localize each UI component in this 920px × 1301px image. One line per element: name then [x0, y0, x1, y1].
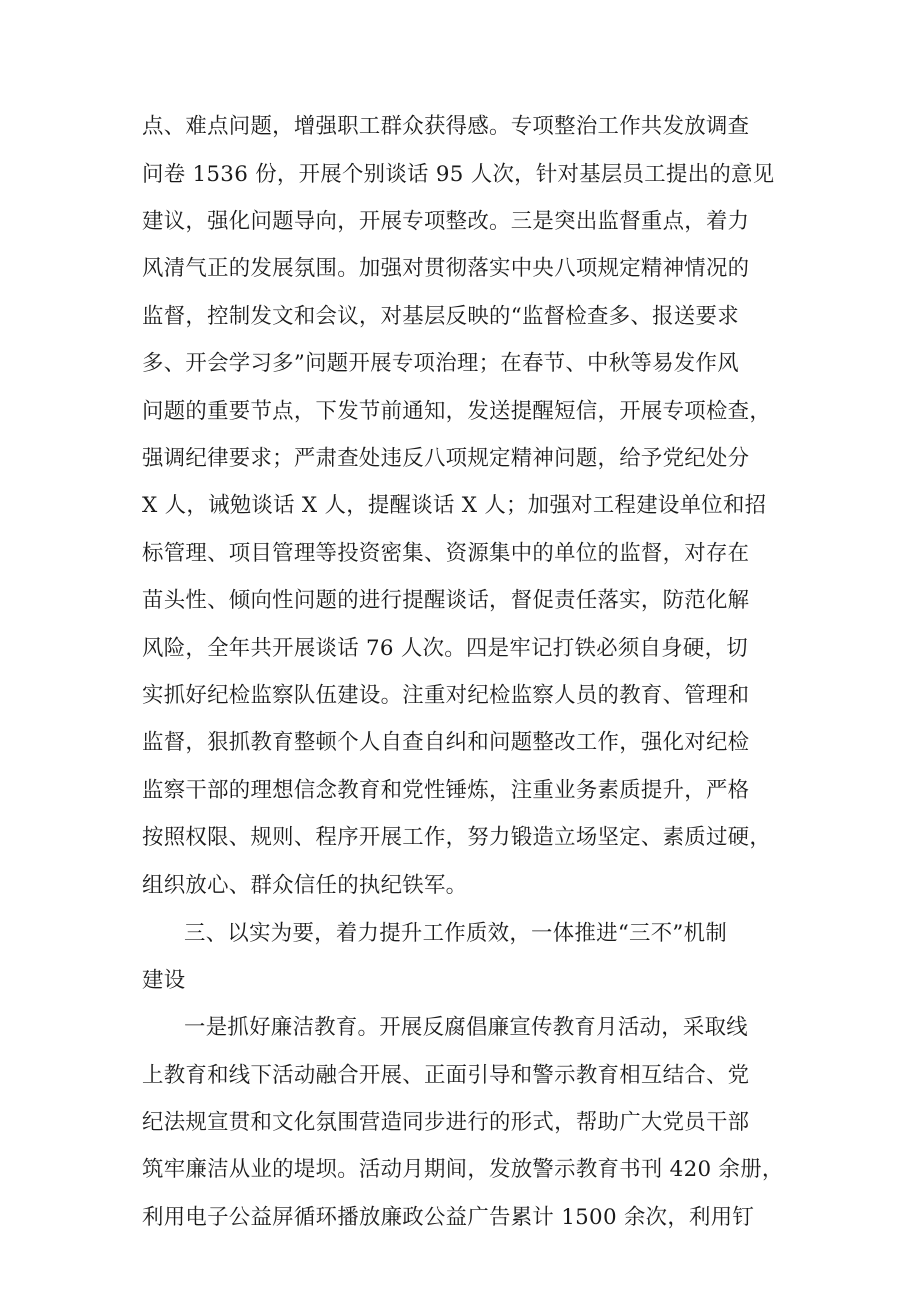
- paragraph-1-line: 监察干部的理想信念教育和党性锤炼，注重业务素质提升，严格: [142, 778, 750, 803]
- section-heading-line: 三、以实为要，着力提升工作质效，一体推进“三不”机制: [184, 921, 728, 946]
- paragraph-1-line: 强调纪律要求；严肃查处违反八项规定精神问题，给予党纪处分: [142, 446, 750, 471]
- paragraph-1-line: 按照权限、规则、程序开展工作，努力锻造立场坚定、素质过硬，: [142, 825, 772, 850]
- paragraph-1-line: 问卷 1536 份，开展个别谈话 95 人次，针对基层员工提出的意见: [142, 162, 775, 187]
- paragraph-1-line: 多、开会学习多”问题开展专项治理；在春节、中秋等易发作风: [142, 351, 739, 376]
- paragraph-1-line: 组织放心、群众信任的执纪铁军。: [142, 873, 468, 898]
- paragraph-1-line: 问题的重要节点，下发节前通知，发送提醒短信，开展专项检查，: [142, 399, 772, 424]
- paragraph-2-line: 纪法规宣贯和文化氛围营造同步进行的形式，帮助广大党员干部: [142, 1110, 750, 1135]
- paragraph-2-line: 上教育和线下活动融合开展、正面引导和警示教育相互结合、党: [142, 1063, 750, 1088]
- paragraph-1-line: 监督，狠抓教育整顿个人自查自纠和问题整改工作，强化对纪检: [142, 730, 750, 755]
- paragraph-2-line: 利用电子公益屏循环播放廉政公益广告累计 1500 余次，利用钉: [142, 1205, 755, 1230]
- paragraph-1-line: 标管理、项目管理等投资密集、资源集中的单位的监督，对存在: [142, 541, 750, 566]
- paragraph-1-line: 监督，控制发文和会议，对基层反映的“监督检查多、报送要求: [142, 304, 739, 329]
- section-heading-line: 建设: [142, 968, 186, 993]
- paragraph-1-line: 实抓好纪检监察队伍建设。注重对纪检监察人员的教育、管理和: [142, 683, 750, 708]
- paragraph-1-line: 建议，强化问题导向，开展专项整改。三是突出监督重点，着力: [142, 209, 750, 234]
- paragraph-1-line: 点、难点问题，增强职工群众获得感。专项整治工作共发放调查: [142, 114, 750, 139]
- paragraph-1-line: X 人，诫勉谈话 X 人，提醒谈话 X 人；加强对工程建设单位和招: [142, 493, 767, 518]
- paragraph-1-line: 苗头性、倾向性问题的进行提醒谈话，督促责任落实，防范化解: [142, 588, 750, 613]
- paragraph-2-line: 筑牢廉洁从业的堤坝。活动月期间，发放警示教育书刊 420 余册，: [142, 1157, 784, 1182]
- paragraph-2-line: 一是抓好廉洁教育。开展反腐倡廉宣传教育月活动，采取线: [184, 1015, 748, 1040]
- paragraph-1-line: 风清气正的发展氛围。加强对贯彻落实中央八项规定精神情况的: [142, 256, 750, 281]
- paragraph-1-line: 风险，全年共开展谈话 76 人次。四是牢记打铁必须自身硬，切: [142, 636, 748, 661]
